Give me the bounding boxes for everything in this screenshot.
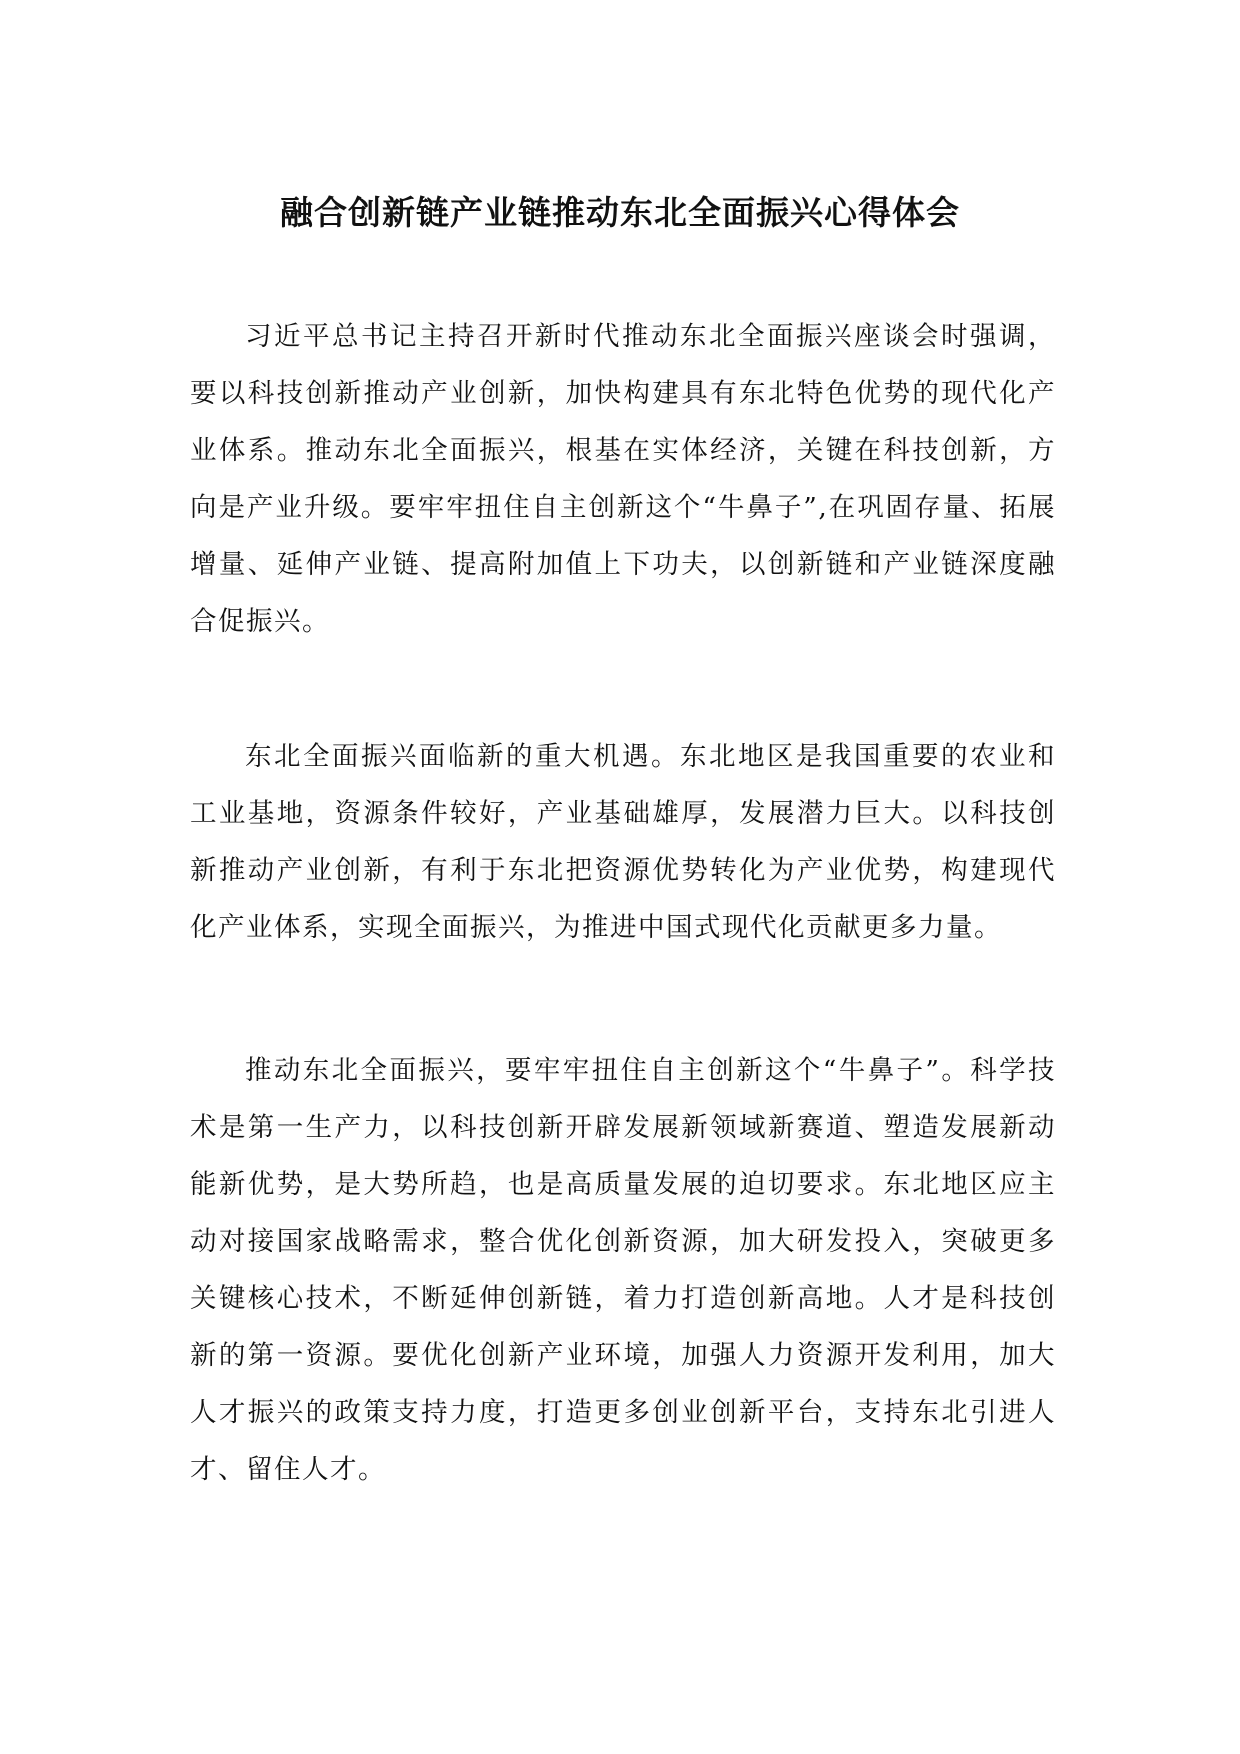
paragraph-2: 东北全面振兴面临新的重大机遇。东北地区是我国重要的农业和工业基地，资源条件较好，产业基础雄厚，发展潜力巨大。以科技创新推动产业创新，有利于东北把资源优势转化为产业优势，构建现代化产业体系，实现全面振兴，为推进中国式现代化贡献更多力量。	[190, 741, 1056, 943]
paragraph-3: 推动东北全面振兴，要牢牢扭住自主创新这个“牛鼻子”。科学技术是第一生产力，以科技创新开辟发展新领域新赛道、塑造发展新动能新优势，是大势所趋，也是高质量发展的迫切要求。东北地区应主动对接国家战略需求，整合优化创新资源，加大研发投入，突破更多关键核心技术，不断延伸创新链，着力打造创新高地。人才是科技创新的第一资源。要优化创新产业环境，加强人力资源开发利用，加大人才振兴的政策支持力度，打造更多创业创新平台，支持东北引进人才、留住人才。	[190, 1055, 1056, 1485]
paragraph-1: 习近平总书记主持召开新时代推动东北全面振兴座谈会时强调，要以科技创新推动产业创新，加快构建具有东北特色优势的现代化产业体系。推动东北全面振兴，根基在实体经济，关键在科技创新，方向是产业升级。要牢牢扭住自主创新这个“牛鼻子”,在巩固存量、拓展增量、延伸产业链、提高附加值上下功夫，以创新链和产业链深度融合促振兴。	[190, 321, 1056, 637]
document-title: 融合创新链产业链推动东北全面振兴心得体会	[280, 193, 960, 232]
